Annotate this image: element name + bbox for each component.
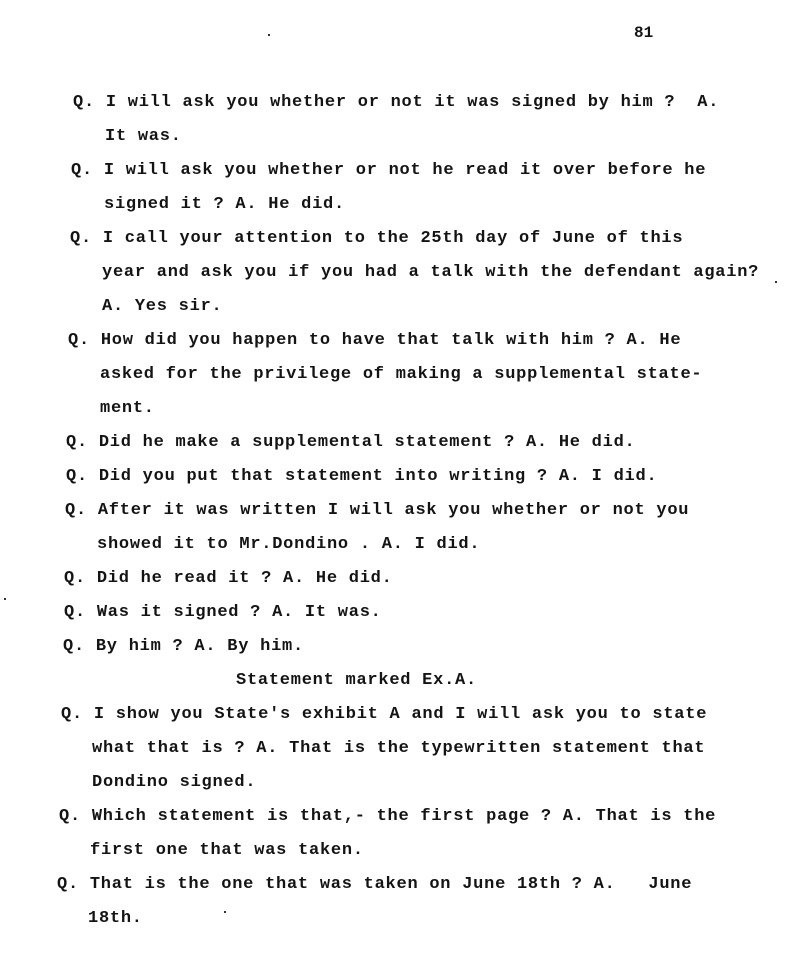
- scan-speck: [268, 34, 270, 36]
- transcript-line: Dondino signed.: [92, 773, 257, 792]
- scan-speck: [775, 281, 777, 283]
- exhibit-note: Statement marked Ex.A.: [236, 671, 477, 690]
- transcript-line: Q. How did you happen to have that talk with him ? A. He: [68, 331, 682, 350]
- transcript-line: what that is ? A. That is the typewritten statement that: [92, 739, 706, 758]
- transcript-line: 18th.: [88, 909, 143, 928]
- transcript-line: Q. I call your attention to the 25th day of June of this: [70, 229, 684, 248]
- transcript-line: Q. I will ask you whether or not it was signed by him ? A.: [73, 93, 720, 112]
- transcript-line: year and ask you if you had a talk with the defendant again?: [102, 263, 760, 282]
- transcript-line: signed it ? A. He did.: [104, 195, 345, 214]
- transcript-line: Q. I show you State's exhibit A and I will ask you to state: [61, 705, 708, 724]
- transcript-line: Q. Did he make a supplemental statement ? A. He did.: [66, 433, 636, 452]
- transcript-line: It was.: [105, 127, 182, 146]
- transcript-line: Q. Did he read it ? A. He did.: [64, 569, 393, 588]
- scan-speck: [224, 911, 226, 913]
- transcript-line: A. Yes sir.: [102, 297, 223, 316]
- page-number: 81: [634, 24, 654, 42]
- scan-speck: [4, 598, 6, 600]
- transcript-line: first one that was taken.: [90, 841, 364, 860]
- transcript-line: Q. By him ? A. By him.: [63, 637, 304, 656]
- transcript-line: Q. Did you put that statement into writing ? A. I did.: [66, 467, 658, 486]
- transcript-line: Q. Which statement is that,- the first page ? A. That is the: [59, 807, 717, 826]
- transcript-line: Q. After it was written I will ask you whether or not you: [65, 501, 690, 520]
- transcript-line: Q. That is the one that was taken on June 18th ? A. June: [57, 875, 693, 894]
- transcript-line: asked for the privilege of making a supplemental state-: [100, 365, 703, 384]
- transcript-line: ment.: [100, 399, 155, 418]
- transcript-line: Q. Was it signed ? A. It was.: [64, 603, 382, 622]
- transcript-line: showed it to Mr.Dondino . A. I did.: [97, 535, 481, 554]
- transcript-line: Q. I will ask you whether or not he read it over before he: [71, 161, 707, 180]
